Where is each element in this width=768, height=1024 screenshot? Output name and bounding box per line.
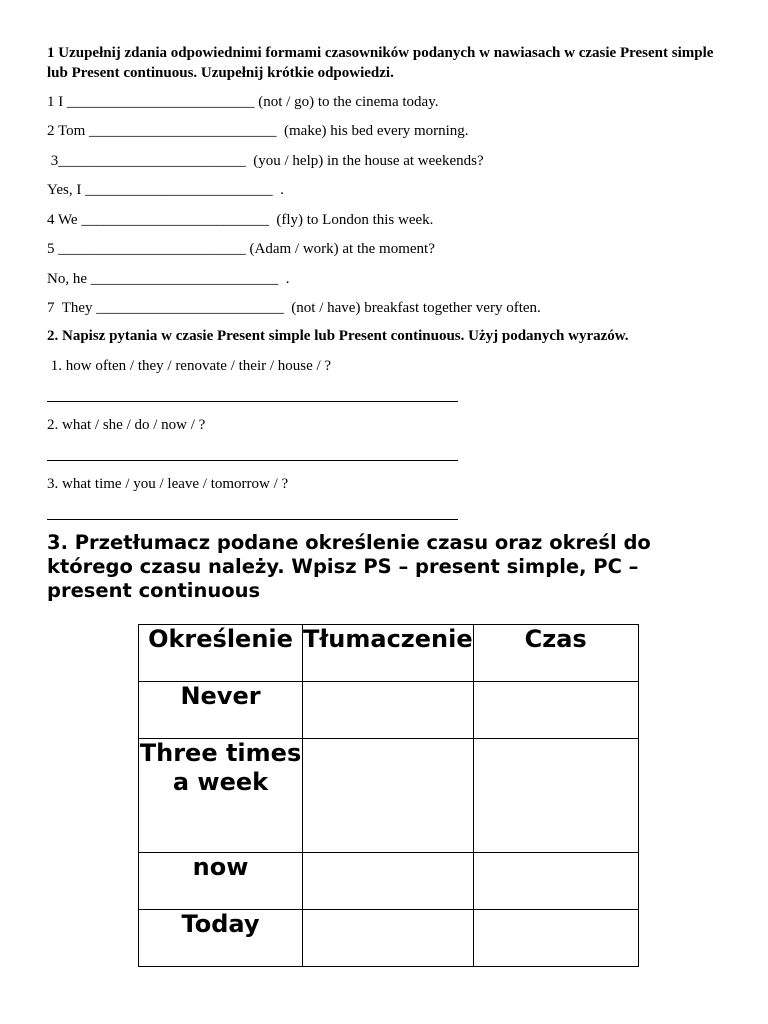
exercise2-item-2: 2. what / she / do / now / ? xyxy=(47,417,206,433)
exercise3-title: 3. Przetłumacz podane określenie czasu oraz określ do którego czasu należy. Wpisz PS – present simple, PC – present continuous xyxy=(47,531,651,602)
table-row xyxy=(139,910,639,967)
exercise1-line-8: 7 They _________________________ (not / have) breakfast together very often. xyxy=(47,300,541,316)
exercise2-title: 2. Napisz pytania w czasie Present simple lub Present continuous. Użyj podanych wyrazów. xyxy=(47,328,629,344)
header-czas: Czas xyxy=(473,625,638,682)
translation-cell[interactable] xyxy=(303,682,474,739)
tense-table-header-row xyxy=(139,625,639,682)
row-label-today: Today xyxy=(139,910,303,967)
tense-cell[interactable] xyxy=(473,853,638,910)
exercise1-line-5: 4 We _________________________ (fly) to London this week. xyxy=(47,212,434,228)
tense-cell[interactable] xyxy=(473,910,638,967)
header-okreslenie: Określenie xyxy=(139,625,303,682)
translation-cell[interactable] xyxy=(303,739,474,853)
row-label-three-times-a-week: Three times a week xyxy=(139,739,303,853)
exercise2-answer-line-2[interactable] xyxy=(47,460,458,461)
exercise1-line-1: 1 I _________________________ (not / go) to the cinema today. xyxy=(47,94,439,110)
tense-table xyxy=(138,624,639,967)
table-row xyxy=(139,739,639,853)
exercise2-item-3: 3. what time / you / leave / tomorrow / ? xyxy=(47,476,289,492)
exercise1-title: 1 Uzupełnij zdania odpowiednimi formami czasowników podanych w nawiasach w czasie Present simple lub Present continuous. Uzupełnij krótkie odpowiedzi. xyxy=(47,45,714,81)
exercise2-answer-line-3[interactable] xyxy=(47,519,458,520)
row-label-now: now xyxy=(139,853,303,910)
exercise1-line-6: 5 _________________________ (Adam / work) at the moment? xyxy=(47,241,435,257)
table-row xyxy=(139,682,639,739)
tense-cell[interactable] xyxy=(473,682,638,739)
table-row xyxy=(139,853,639,910)
exercise1-line-4: Yes, I _________________________ . xyxy=(47,182,284,198)
translation-cell[interactable] xyxy=(303,910,474,967)
exercise1-line-7: No, he _________________________ . xyxy=(47,271,290,287)
exercise2-item-1: 1. how often / they / renovate / their / house / ? xyxy=(47,358,332,374)
header-tlumaczenie: Tłumaczenie xyxy=(303,625,474,682)
tense-cell[interactable] xyxy=(473,739,638,853)
exercise2-answer-line-1[interactable] xyxy=(47,401,458,402)
row-label-never: Never xyxy=(139,682,303,739)
translation-cell[interactable] xyxy=(303,853,474,910)
exercise1-line-3: 3_________________________ (you / help) in the house at weekends? xyxy=(47,153,484,169)
exercise1-line-2: 2 Tom _________________________ (make) his bed every morning. xyxy=(47,123,469,139)
